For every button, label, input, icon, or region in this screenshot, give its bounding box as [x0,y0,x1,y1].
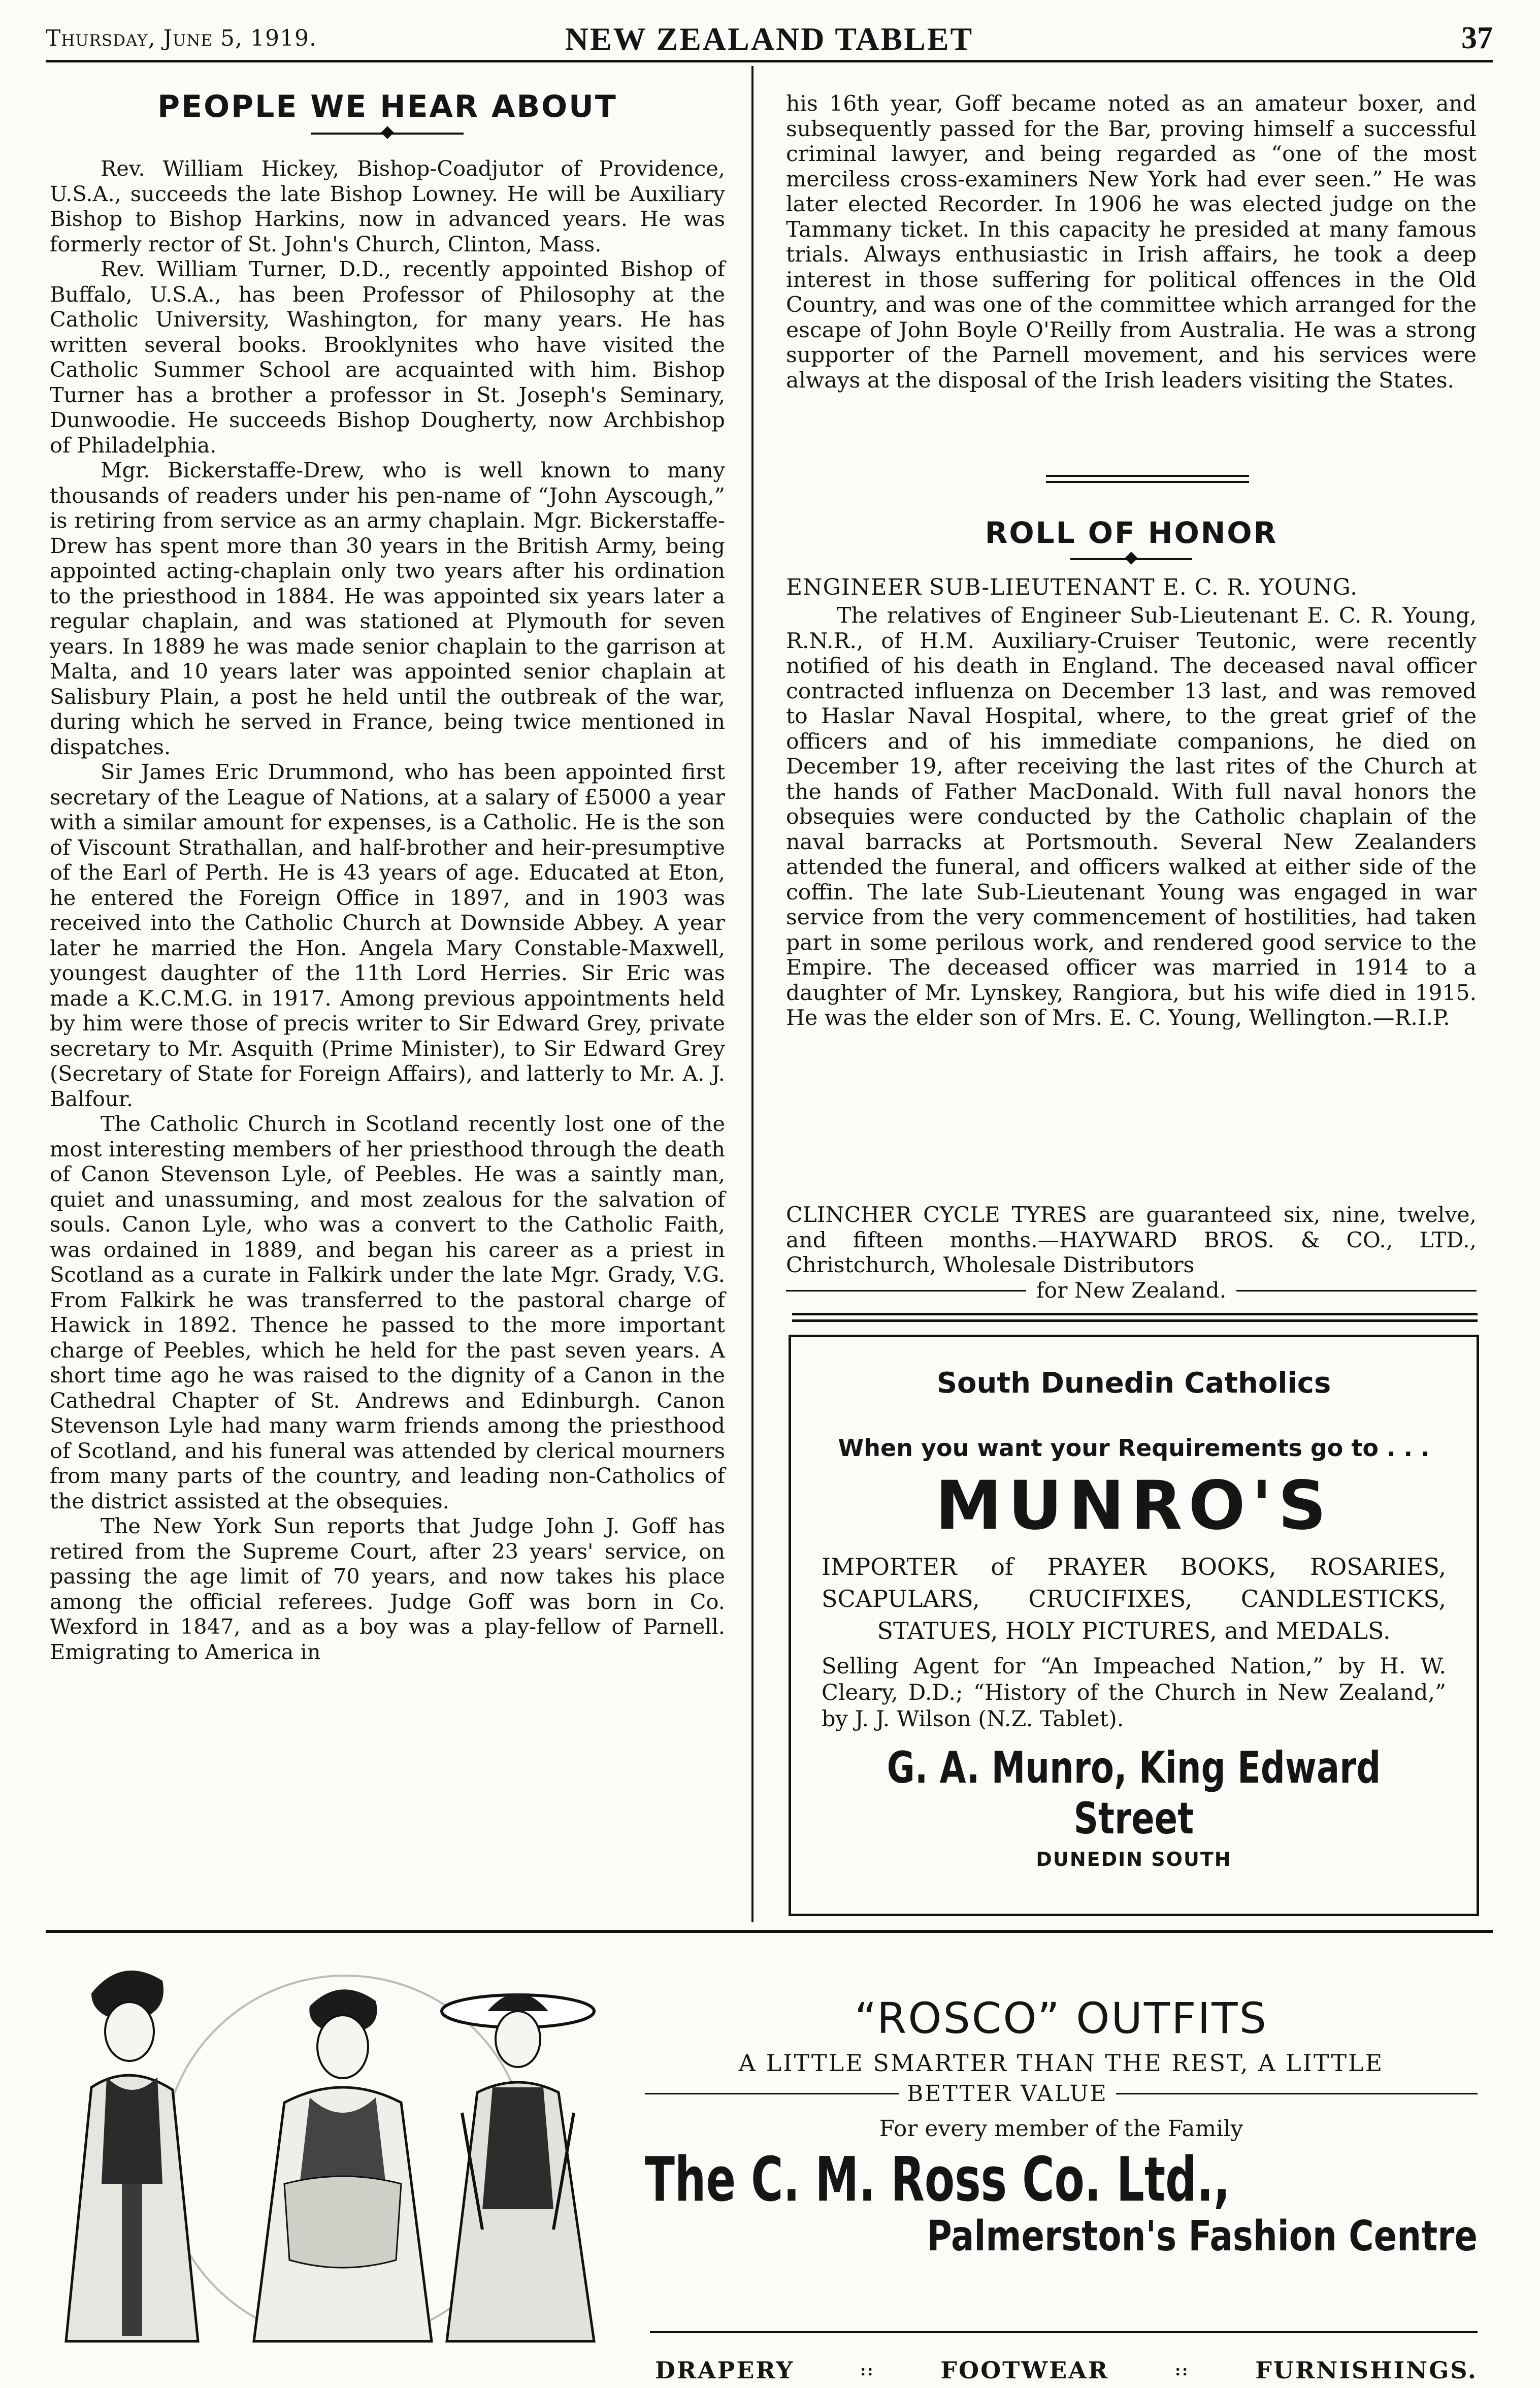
article-continuation [786,91,1477,393]
ornament: :: [1175,2361,1190,2379]
paragraph: Mgr. Bickerstaffe-Drew, who is well known to many thousands of readers under his pen-name of “John Ayscough,” is retiring from service as an army chaplain. Mgr. Bickerstaffe-Drew has spent more than 30 years in the British Army, being appointed acting-chaplain only two years after his ordination to the priesthood in 1884. He was appointed six years later a regular chaplain, and was stationed at Plymouth for seven years. In 1889 he was made senior chaplain to the garrison at Malta, and 10 years later was appointed senior chaplain at Salisbury Plain, a post he held until the outbreak of the war, during which he served in France, being twice mentioned in dispatches. [50,458,725,759]
clincher-tyres-notice [786,1203,1477,1303]
heading-ornament [311,133,464,135]
dash-rule [1116,2093,1478,2094]
paragraph: The Catholic Church in Scotland recently lost one of the most interesting members of her priesthood through the death of Canon Stevenson Lyle, of Peebles. He was a saintly man, quiet and unassuming, and most zealous for the salvation of souls. Canon Lyle, who was a convert to the Catholic Faith, was ordained in 1889, and began his career as a priest in Scotland as a curate in Falkirk under the late Mgr. Grady, V.G. From Falkirk he was transferred to the pastoral charge of Hawick in 1892. Thence he passed to the more important charge of Peebles, which he held for the past seven years. A short time ago he was raised to the dignity of a Canon in the Cathedral Chapter of St. Andrews and Edinburgh. Canon Stevenson Lyle had many warm friends among the priesthood of Scotland, and his funeral was attended by clerical mourners from many parts of the country, and leading non-Catholics of the district assisted at the obsequies. [50,1111,725,1513]
ad-locality: DUNEDIN SOUTH [1036,1848,1232,1870]
ad-heading: “ROSCO” OUTFITS [855,1993,1268,2043]
ad-store-name: MUNRO'S [935,1467,1333,1545]
ad-slogan-line-2: BETTER VALUE [907,2081,1108,2107]
page-header [46,20,1493,56]
paragraph: Rev. William Hickey, Bishop-Coadjutor of Providence, U.S.A., succeeds the late Bishop Lowney. He will be Auxiliary Bishop to Bishop Harkins, now in advanced years. He was formerly rector of St. John's Church, Clinton, Mass. [50,156,725,256]
obituary-subheading: ENGINEER SUB-LIEUTENANT E. C. R. YOUNG. [786,574,1358,600]
ad-slogan-line-2-row [645,2081,1478,2107]
obituary-body [786,603,1477,1031]
page-number: 37 [1461,21,1493,55]
dash-rule [786,1290,1026,1292]
section-separator [1046,475,1249,483]
ad-tagline: When you want your Requirements go to . . . [838,1434,1430,1462]
departments-row [655,2357,1478,2384]
ad-selling-agent: Selling Agent for “An Impeached Nation,” by H. W. Cleary, D.D.; “History of the Church in New Zealand,” by J. J. Wilson (N.Z. Tablet). [822,1654,1446,1732]
masthead-title: NEW ZEALAND TABLET [565,21,974,57]
ad-address: G. A. Munro, King Edward Street [887,1742,1381,1844]
department-drapery: DRAPERY [655,2357,795,2384]
section-heading: PEOPLE WE HEAR ABOUT [157,89,617,124]
section-heading: ROLL OF HONOR [985,515,1278,550]
notice-tail [786,1278,1477,1304]
ad-slogan-line-1: A LITTLE SMARTER THAN THE REST, A LITTLE [738,2049,1384,2077]
dash-rule [645,2093,899,2094]
advertisement-rule [46,1930,1493,1933]
notice-text: CLINCHER CYCLE TYRES are guaranteed six, nine, twelve, and fifteen months.—HAYWARD BROS. & CO., LTD., Christchurch, Wholesale Distributors [786,1203,1477,1278]
department-furnishings: FURNISHINGS. [1255,2357,1478,2384]
fashion-illustration [46,1945,635,2351]
ad-products: IMPORTER of PRAYER BOOKS, ROSARIES, SCAPULARS, CRUCIFIXES, CANDLESTICKS, STATUES, HOLY PICTURES, and MEDALS. [822,1553,1446,1644]
ornament: :: [860,2361,875,2379]
people-we-hear-about-section [50,89,725,1664]
rosco-outfits-advertisement [645,1993,1478,2261]
three-women-illustration [46,1945,635,2351]
paragraph: his 16th year, Goff became noted as an amateur boxer, and subsequently passed for the Bar, proving himself a successful criminal lawyer, and being regarded as “one of the most merciless cross-examiners New York had ever seen.” He was later elected Recorder. In 1906 he was elected judge on the Tammany ticket. In this capacity he presided at many famous trials. Always enthusiastic in Irish affairs, he took a deep interest in those suffering for political offences in the Old Country, and was one of the committee which arranged for the escape of John Boyle O'Reilly from Australia. He was a strong supporter of the Parnell movement, and his services were always at the disposal of the Irish leaders visiting the States. [786,91,1477,393]
ad-title: South Dunedin Catholics [936,1367,1331,1400]
paragraph: Rev. William Turner, D.D., recently appointed Bishop of Buffalo, U.S.A., has been Professor of Philosophy at the Catholic University, Washington, for many years. He has written several books. Brooklynites who have visited the Catholic Summer School are acquainted with him. Bishop Turner has a brother a professor in St. Joseph's Seminary, Dunwoodie. He succeeds Bishop Dougherty, now Archbishop of Philadelphia. [50,256,725,458]
heading-ornament [1070,558,1192,560]
article-body [50,156,725,1664]
advertisement-rule [650,2331,1478,2333]
notice-tail-text: for New Zealand. [1036,1278,1227,1303]
section-separator [792,1313,1478,1322]
dash-rule [1236,1290,1477,1292]
paragraph: The relatives of Engineer Sub-Lieutenant E. C. R. Young, R.N.R., of H.M. Auxiliary-Cruiser Teutonic, were recently notified of his death in England. The deceased naval officer contracted influenza on December 13 last, and was removed to Haslar Naval Hospital, where, to the great grief of the officers and of his immediate companions, he died on December 19, after receiving the last rites of the Church at the hands of Father MacDonald. With full naval honors the obsequies were conducted by the Catholic chaplain of the naval barracks at Portsmouth. Several New Zealanders attended the funeral, and officers walked at either side of the coffin. The late Sub-Lieutenant Young was engaged in war service from the very commencement of hostilities, had taken part in some perilous work, and rendered good service to the Empire. The deceased officer was married in 1914 to a daughter of Mr. Lynskey, Rangiora, but his wife died in 1915. He was the elder son of Mrs. E. C. Young, Wellington.—R.I.P. [786,603,1477,1030]
roll-of-honor-section [786,515,1477,1031]
munros-advertisement [789,1335,1479,1916]
paragraph: Sir James Eric Drummond, who has been appointed first secretary of the League of Nations, at a salary of £5000 a year with a similar amount for expenses, is a Catholic. He is the son of Viscount Strathallan, and half-brother and heir-presumptive of the Earl of Perth. He is 43 years of age. Educated at Eton, he entered the Foreign Office in 1897, and in 1903 was received into the Catholic Church at Downside Abbey. A year later he married the Hon. Angela Mary Constable-Maxwell, youngest daughter of the 11th Lord Herries. Sir Eric was made a K.C.M.G. in 1917. Among previous appointments held by him were those of precis writer to Sir Edward Grey, private secretary to Mr. Asquith (Prime Minister), to Sir Edward Grey (Secretary of State for Foreign Affairs), and latterly to Mr. A. J. Balfour. [50,759,725,1111]
paragraph: The New York Sun reports that Judge John J. Goff has retired from the Supreme Court, after 23 years' service, on passing the age limit of 70 years, and now takes his place among the official referees. Judge Goff was born in Co. Wexford in 1847, and as a boy was a play-fellow of Parnell. Emigrating to America in [50,1513,725,1664]
ad-for-every-member: For every member of the Family [879,2116,1243,2142]
column-divider [751,66,753,1922]
issue-date: Thursday, June 5, 1919. [46,25,317,51]
header-rule [46,60,1493,62]
ad-fashion-centre: Palmerston's Fashion Centre [927,2212,1478,2261]
ad-company-name: The C. M. Ross Co. Ltd., [645,2145,1230,2215]
department-footwear: FOOTWEAR [940,2357,1109,2384]
